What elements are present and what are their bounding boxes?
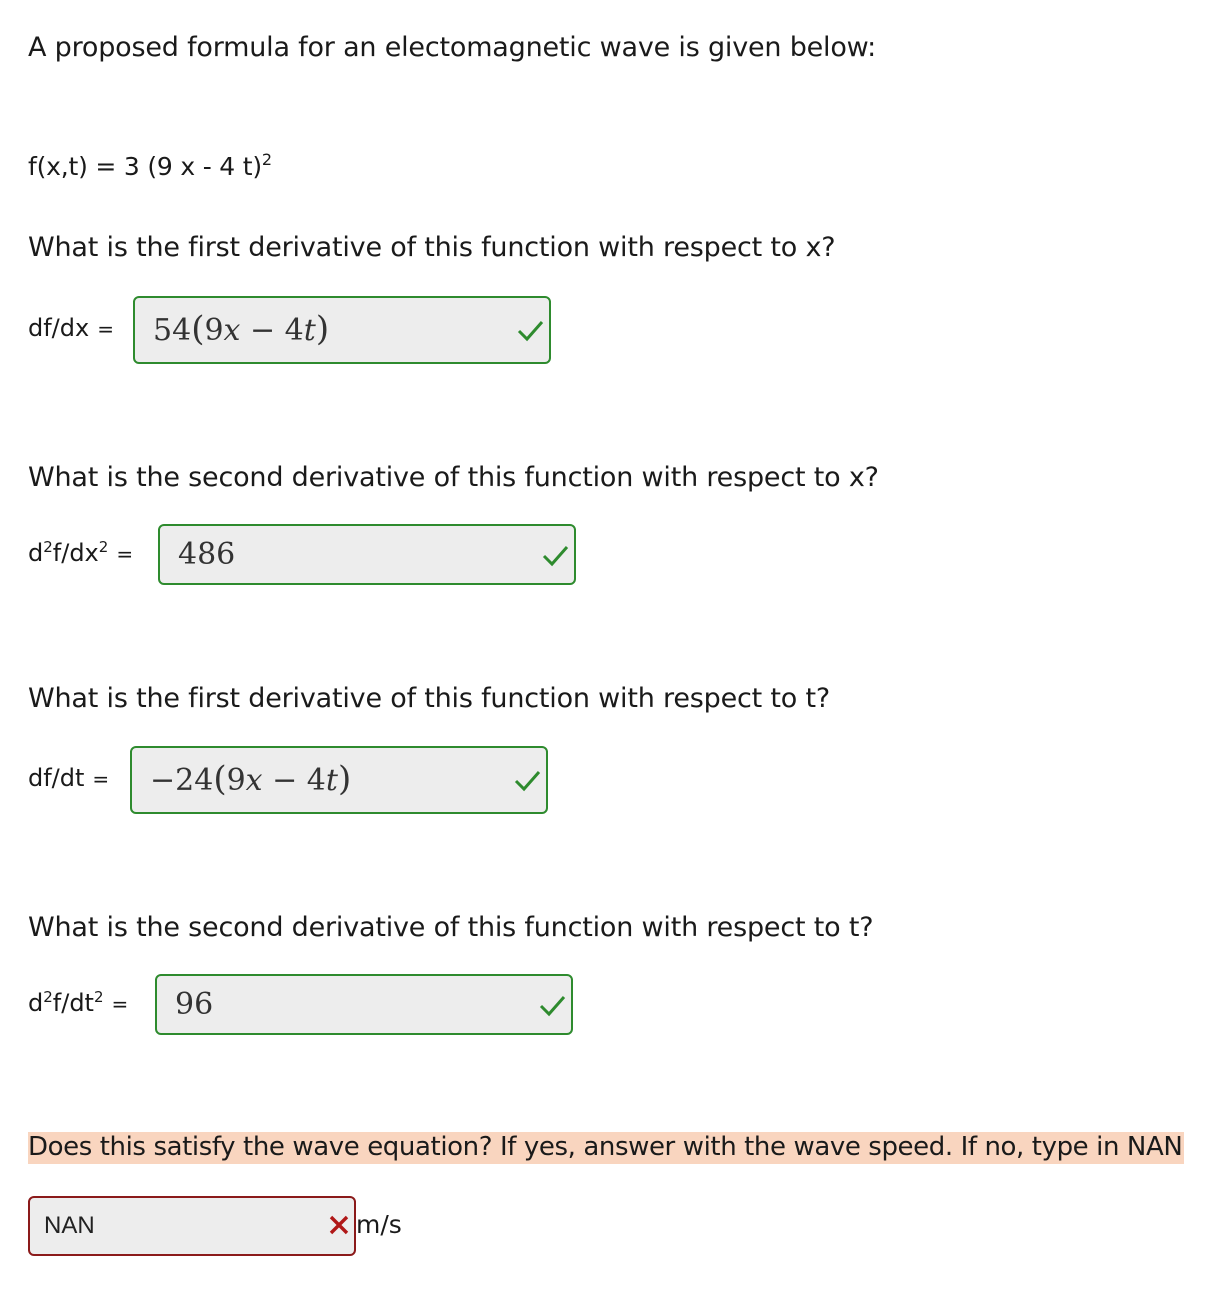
question-4-answer-math: 96 [175, 986, 214, 1022]
question-4-answer-field[interactable] [155, 974, 573, 1035]
wave-speed-answer-value: NAN [44, 1212, 95, 1239]
question-1-label: df/dx = [28, 314, 114, 342]
question-4-prompt: What is the second derivative of this function with respect to t? [28, 912, 874, 943]
question-1-prompt: What is the first derivative of this function with respect to x? [28, 232, 836, 263]
wave-formula [28, 150, 272, 181]
question-3-answer-field[interactable] [130, 746, 548, 814]
question-2-label: $d^2f/dx^2$ = [28, 538, 134, 567]
checkmark-icon [512, 765, 542, 795]
formula-text: f(x,t) = 3 (9 x - 4 t) [28, 152, 262, 181]
question-2-answer-math: 486 [178, 536, 236, 572]
formula-exponent: 2 [261, 150, 272, 169]
wave-speed-answer-field[interactable] [28, 1196, 356, 1256]
question-4-label: $d^2f/dt^2$ = [28, 988, 129, 1017]
question-1-answer-math: 54(9x − 4t) [153, 309, 330, 350]
final-question-prompt [28, 1132, 1184, 1162]
final-question-highlight: Does this satisfy the wave equation? If yes, answer with the wave speed. If no, type in NAN [28, 1132, 1183, 1162]
question-3-label: df/dt = [28, 764, 110, 792]
checkmark-icon [515, 315, 545, 345]
checkmark-icon [537, 990, 567, 1020]
question-1-answer-field[interactable] [133, 296, 551, 364]
intro-text: A proposed formula for an electomagnetic wave is given below: [28, 32, 876, 63]
question-3-answer-math: −24(9x − 4t) [150, 759, 352, 800]
x-mark-icon [326, 1212, 352, 1238]
question-3-prompt: What is the first derivative of this function with respect to t? [28, 683, 830, 714]
question-2-answer-field[interactable] [158, 524, 576, 585]
checkmark-icon [540, 540, 570, 570]
question-2-prompt: What is the second derivative of this function with respect to x? [28, 462, 879, 493]
wave-speed-unit: m/s [356, 1210, 402, 1239]
